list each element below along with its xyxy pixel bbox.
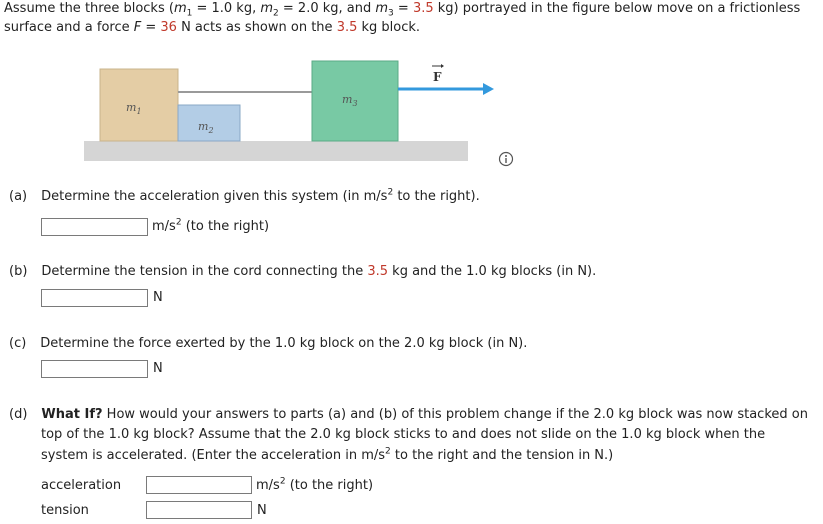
acceleration-input[interactable] [146,476,252,494]
part-c-input[interactable] [41,360,148,378]
m2-label: $m_2$ [198,120,214,135]
force-vector-symbol-head [441,64,444,68]
part-a-input[interactable] [41,218,148,236]
m3-label: $m_3$ [342,93,358,108]
part-d-question-line-1: (d) What If? How would your answers to parts (a) and (b) of this problem change if the 2.0 kg block was now stacked on [9,407,808,422]
problem-line-1: Assume the three blocks ($m_1 = 1.0$ kg, $m_2 = 2.0$ kg, and $m_3 = 3.5$ kg) portrayed in the figure below move on a frictionless [4,1,801,19]
m1-label: $m_1$ [126,101,142,116]
acceleration-unit: $m/s^2$ (to the right) [256,476,374,493]
part-d-question-line-2: top of the 1.0 kg block? Assume that the 2.0 kg block sticks to and does not slide on the 1.0 kg block when the [41,427,766,442]
block-m1 [100,69,178,141]
problem-line-2: surface and a force F = 36 N acts as shown on the 3.5 kg block. [4,20,421,35]
part-a-question: (a) Determine the acceleration given this system (in $m/s^2$ to the right). [9,187,480,204]
tension-input[interactable] [146,501,252,519]
part-b-question: (b) Determine the tension in the cord connecting the 3.5 kg and the 1.0 kg blocks (in N). [9,264,597,279]
part-c-unit: N [153,361,163,376]
blocks-figure [80,55,500,165]
ground-surface [84,141,468,161]
acceleration-label: acceleration [41,478,122,493]
part-c-question: (c) Determine the force exerted by the 1.0 kg block on the 2.0 kg block (in N). [9,336,528,351]
part-d-question-line-3: system is accelerated. (Enter the acceleration in $m/s^2$ to the right and the tension in N.) [41,446,614,463]
tension-unit: N [257,503,267,518]
force-label: F [433,70,442,84]
force-arrow-head [483,83,494,95]
tension-label: tension [41,503,89,518]
part-b-unit: N [153,290,163,305]
part-a-unit: $m/s^2$ (to the right) [152,217,270,234]
info-circle-icon[interactable] [498,151,514,167]
part-b-input[interactable] [41,289,148,307]
block-m2 [178,105,240,141]
